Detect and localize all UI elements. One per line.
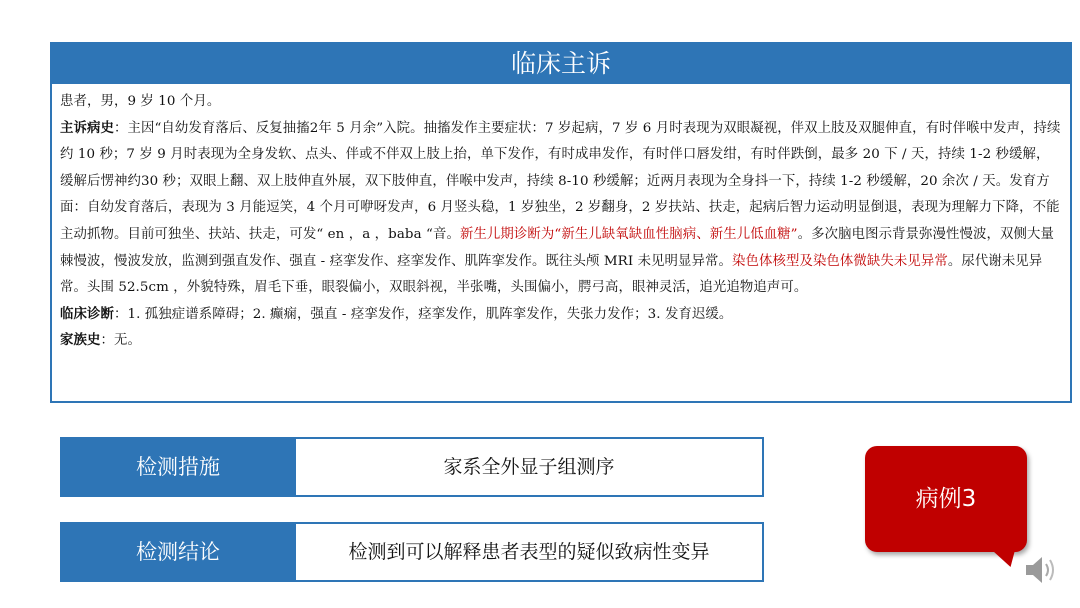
patient-info: 患者，男，9 岁 10 个月。 <box>60 94 221 109</box>
history-paragraph <box>60 116 1062 302</box>
history-text-3: 。尿代谢未见异常。头围 52.5cm ，外貌特殊，眉毛下垂，眼裂偏小，双眼斜视，半张嘴，头围偏小，腭弓高，眼神灵活，追光追物追声可。 <box>60 253 1043 296</box>
detection-conclusion-label: 检测结论 <box>60 522 296 582</box>
family-paragraph <box>60 328 1062 355</box>
speaker-icon[interactable] <box>1024 553 1062 587</box>
history-text-1: ：主因“自幼发育落后、反复抽搐2年 5 月余”入院。抽搐发作主要症状：7 岁起病，7 岁 6 月时表现为双眼凝视，伴双上肢及双腿伸直，有时伴喉中发声，持续约 10 秒；7 岁 9 月时表现为全身发软、点头、伴或不伴双上肢上抬，单下发作，有时成串发作，有时伴口唇发绀，有时伴跌倒，最多 20 下 / 天，持续 1-2 秒缓解，缓解后愣神约30 秒；双眼上翻、双上肢伸直外展，双下肢伸直，伴喉中发声，持续 8-10 秒缓解；近两月表现为全身抖一下，持续 1-2 秒缓解，20 余次 / 天。发育方面：自幼发育落后，表现为 3 月能逗笑，4 个月可咿呀发声，6 月竖头稳，1 岁独坐，2 岁翻身，2 岁扶站、扶走，起病后智力运动明显倒退，表现为理解力下降，不能主动抓物。目前可独坐、扶站、扶走，可发“ en ，a ，baba “音。 <box>60 120 1061 242</box>
panel-title: 临床主诉 <box>52 44 1070 84</box>
detection-method-row <box>60 437 764 497</box>
detection-method-value: 家系全外显子组测序 <box>294 437 764 497</box>
family-label: 家族史 <box>60 333 101 349</box>
detection-conclusion-value: 检测到可以解释患者表型的疑似致病性变异 <box>294 522 764 582</box>
detection-conclusion-row <box>60 522 764 582</box>
history-label: 主诉病史 <box>60 120 114 136</box>
clinical-complaint-panel <box>50 42 1072 403</box>
diagnosis-paragraph <box>60 302 1062 329</box>
case-badge <box>865 446 1027 552</box>
diagnosis-label: 临床诊断 <box>60 306 114 322</box>
detection-method-label: 检测措施 <box>60 437 296 497</box>
neonatal-diagnosis-highlight: 新生儿期诊断为“新生儿缺氧缺血性脑病、新生儿低血糖” <box>459 226 798 242</box>
family-text: ：无。 <box>100 333 141 349</box>
diagnosis-text: ：1. 孤独症谱系障碍；2. 癫痫，强直 - 痉挛发作，痉挛发作，肌阵挛发作，失张力发作；3. 发育迟缓。 <box>113 306 733 322</box>
karyotype-highlight: 染色体核型及染色体微缺失未见异常 <box>732 253 948 269</box>
history-text-2: 。多次脑电图示背景弥漫性慢波，双侧大量棘慢波，慢波发放，监测到强直发作、强直 - 痉挛发作、痉挛发作、肌阵挛发作。既往头颅 MRI 未见明显异常。 <box>60 226 1054 269</box>
case-badge-label: 病例3 <box>915 486 977 512</box>
panel-body <box>52 84 1070 355</box>
